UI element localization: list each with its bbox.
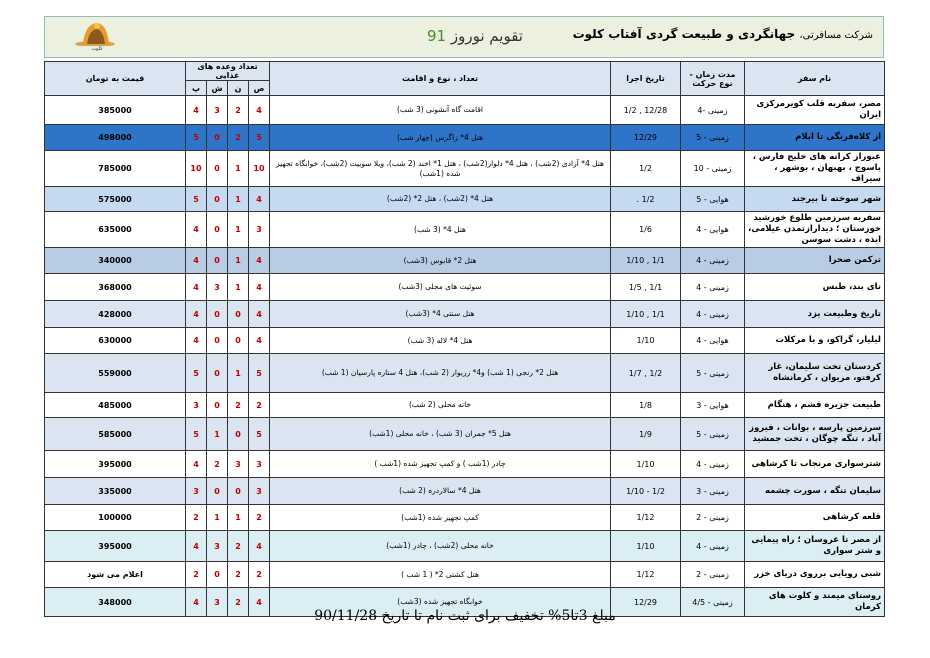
tour-accommodation: کمپ تجهیز شده (1شب) (270, 505, 611, 531)
meal-count: 5 (249, 418, 270, 451)
meal-count: 4 (249, 274, 270, 301)
meal-count: 0 (207, 328, 228, 354)
table-row (45, 393, 885, 418)
tour-date: 1/10 (611, 451, 681, 478)
tour-date: 1/1 , 1/10 (611, 248, 681, 274)
col-duration-header: مدت زمان - نوع حرکت (681, 62, 745, 96)
meal-count: 4 (186, 212, 207, 248)
logo-text: کلوت (91, 46, 103, 52)
tour-date: 12/29 (611, 588, 681, 617)
tour-date: 1/2 , 1/7 (611, 354, 681, 393)
tour-price: 498000 (45, 125, 186, 151)
calendar-label: تقویم نوروز (450, 27, 523, 45)
tour-duration: هوایی - 3 (681, 393, 745, 418)
tour-duration: هوایی - 4 (681, 212, 745, 248)
meal-count: 2 (249, 505, 270, 531)
tour-duration: زمینی - 4 (681, 451, 745, 478)
tour-duration: زمینی - 10 (681, 151, 745, 187)
meal-count: 1 (228, 212, 249, 248)
tour-name: سلیمان تنگه ، سورت چشمه (745, 478, 885, 505)
table-row (45, 274, 885, 301)
tour-price: 585000 (45, 418, 186, 451)
meal-count: 10 (249, 151, 270, 187)
meal-count: 2 (228, 96, 249, 125)
tour-name: قلعه کرشاهی (745, 505, 885, 531)
tour-name: سرزمین پارسه ، بوانات ، فیروز آباد ، تنگه چوگان ، تخت جمشید (745, 418, 885, 451)
meal-count: 5 (186, 418, 207, 451)
tour-date: 1/12 (611, 562, 681, 588)
tour-accommodation: اقامت گاه آنشونی (3 شب) (270, 96, 611, 125)
tour-duration: هوایی - 4 (681, 328, 745, 354)
meal-count: 5 (249, 125, 270, 151)
meal-count: 4 (186, 274, 207, 301)
tour-price: اعلام می شود (45, 562, 186, 588)
tour-price: 559000 (45, 354, 186, 393)
meal-count: 0 (207, 212, 228, 248)
tour-date: 1/2 . (611, 187, 681, 212)
tour-price: 335000 (45, 478, 186, 505)
tour-date: 1/9 (611, 418, 681, 451)
tour-accommodation: هتل 4* لاله (3 شب) (270, 328, 611, 354)
meal-count: 1 (228, 187, 249, 212)
meal-count: 4 (186, 531, 207, 562)
company-logo (73, 20, 121, 56)
tour-name: از مصر تا عروسان ؛ راه پیمایی و شتر سواری (745, 531, 885, 562)
tour-name: شبی رویایی برروی دریای خزر (745, 562, 885, 588)
tour-price: 785000 (45, 151, 186, 187)
tour-name: روستای میمند و کلوت های کرمان (745, 588, 885, 617)
meal-count: 2 (228, 588, 249, 617)
table-row (45, 418, 885, 451)
meal-lunch-header: ن (228, 81, 249, 96)
tour-duration: زمینی - 3 (681, 478, 745, 505)
meal-count: 1 (228, 248, 249, 274)
meal-count: 0 (207, 187, 228, 212)
meal-count: 2 (249, 562, 270, 588)
meal-count: 3 (186, 478, 207, 505)
meal-count: 4 (186, 248, 207, 274)
tour-accommodation: سوئیت های محلی (3شب) (270, 274, 611, 301)
tour-duration: زمینی -4 (681, 96, 745, 125)
meal-count: 4 (186, 301, 207, 328)
meal-count: 0 (228, 418, 249, 451)
tour-name: عبوراز کرانه های خلیج فارس ، یاسوج ، بهبهان ، بوشهر ، سیراف (745, 151, 885, 187)
table-row (45, 478, 885, 505)
tour-price: 485000 (45, 393, 186, 418)
meal-count: 1 (207, 505, 228, 531)
table-row (45, 531, 885, 562)
col-price-header: قیمت به تومان (45, 62, 186, 96)
tour-price: 635000 (45, 212, 186, 248)
tour-accommodation: هتل 4* زاگرس (چهار شب) (270, 125, 611, 151)
tour-duration: زمینی - 4 (681, 301, 745, 328)
tour-date: 1/2 (611, 151, 681, 187)
tour-price: 340000 (45, 248, 186, 274)
tour-duration: زمینی - 2 (681, 562, 745, 588)
tour-name: تاریخ وطبیعت یزد (745, 301, 885, 328)
meal-count: 2 (228, 125, 249, 151)
tour-name: طبیعت جزیره قشم ، هنگام (745, 393, 885, 418)
tour-date: 12/28 , 1/2 (611, 96, 681, 125)
tour-name: کردستان تخت سلیمان، غار کرفتو، مریوان ، کرمانشاه (745, 354, 885, 393)
tour-price: 428000 (45, 301, 186, 328)
tour-price: 395000 (45, 531, 186, 562)
tour-accommodation: خانه محلی (2 شب) (270, 393, 611, 418)
tour-duration: زمینی - 4 (681, 531, 745, 562)
meal-count: 2 (228, 562, 249, 588)
tour-accommodation: خوابگاه تجهیز شده (3شب) (270, 588, 611, 617)
meal-count: 0 (207, 125, 228, 151)
company-prefix: شرکت مسافرتی، (799, 30, 873, 41)
tour-table (44, 61, 885, 617)
tour-name: نای بند، طبس (745, 274, 885, 301)
meal-count: 0 (207, 248, 228, 274)
meal-count: 4 (249, 187, 270, 212)
tour-accommodation: هتل 4* (2شب) ، هتل 2* (2شب) (270, 187, 611, 212)
meal-count: 4 (249, 301, 270, 328)
meal-count: 0 (207, 354, 228, 393)
tour-name: از کلاه‌فرنگی تا ایلام (745, 125, 885, 151)
tour-duration: زمینی - 4/5 (681, 588, 745, 617)
meal-count: 3 (207, 588, 228, 617)
tour-duration: زمینی - 2 (681, 505, 745, 531)
tour-price: 575000 (45, 187, 186, 212)
meal-count: 5 (186, 125, 207, 151)
meal-count: 0 (228, 301, 249, 328)
meal-count: 3 (228, 451, 249, 478)
table-row (45, 505, 885, 531)
company-main: جهانگردی و طبیعت گردی آفتاب کلوت (572, 27, 796, 41)
meal-count: 1 (228, 505, 249, 531)
meal-count: 3 (249, 478, 270, 505)
meal-count: 1 (228, 354, 249, 393)
meal-count: 4 (186, 328, 207, 354)
tour-name: ترکمن صحرا (745, 248, 885, 274)
meal-count: 4 (249, 96, 270, 125)
tour-accommodation: چادر (1شب ) و کمپ تجهیز شده (1شب ) (270, 451, 611, 478)
col-accommodation-header: تعداد ، نوع و اقامت (270, 62, 611, 96)
tour-accommodation: هتل 5* جمران (3 شب) ، خانه محلی (1شب) (270, 418, 611, 451)
table-row (45, 96, 885, 125)
tour-date: 1/10 (611, 328, 681, 354)
tour-name: شترسواری مرنجاب تا کرشاهی (745, 451, 885, 478)
meal-count: 2 (228, 393, 249, 418)
table-row (45, 212, 885, 248)
tour-price: 348000 (45, 588, 186, 617)
meal-count: 5 (249, 354, 270, 393)
meal-count: 2 (207, 451, 228, 478)
tour-price: 630000 (45, 328, 186, 354)
page-header (44, 16, 884, 58)
meal-count: 4 (249, 328, 270, 354)
tour-date: 1/12 (611, 505, 681, 531)
meal-count: 4 (249, 248, 270, 274)
meal-count: 3 (207, 274, 228, 301)
tour-name: لیلیار، گراکو، و با مرکلات (745, 328, 885, 354)
table-row (45, 125, 885, 151)
col-name-header: نام سفر (745, 62, 885, 96)
tour-duration: زمینی - 5 (681, 418, 745, 451)
meal-count: 0 (228, 328, 249, 354)
tour-accommodation: هتل سنتی 4* (3شب) (270, 301, 611, 328)
table-row (45, 354, 885, 393)
meal-count: 10 (186, 151, 207, 187)
table-row (45, 248, 885, 274)
tour-price: 368000 (45, 274, 186, 301)
meal-count: 3 (249, 212, 270, 248)
meal-count: 5 (186, 187, 207, 212)
tour-accommodation: هتل 2* رنجی (1 شب) و4* زریوار (2 شب)، هتل 4 ستاره پارسیان (1 شب) (270, 354, 611, 393)
tour-duration: زمینی - 5 (681, 354, 745, 393)
tour-date: 1/8 (611, 393, 681, 418)
meal-count: 2 (228, 531, 249, 562)
meal-count: 2 (249, 393, 270, 418)
table-row (45, 562, 885, 588)
table-row (45, 187, 885, 212)
col-date-header: تاریخ اجرا (611, 62, 681, 96)
meal-count: 0 (207, 151, 228, 187)
calendar-title (427, 27, 523, 45)
meal-count: 1 (207, 418, 228, 451)
tour-date: 1/2 - 1/10 (611, 478, 681, 505)
tour-price: 385000 (45, 96, 186, 125)
meal-breakfast-header: ص (249, 81, 270, 96)
meal-count: 2 (186, 562, 207, 588)
tour-duration: زمینی - 4 (681, 274, 745, 301)
meal-count: 3 (207, 96, 228, 125)
table-row (45, 151, 885, 187)
table-row (45, 328, 885, 354)
tour-name: شهر سوخته تا بیرجند (745, 187, 885, 212)
col-meals-header: تعداد وعده های غذایی (186, 62, 270, 81)
meal-count: 0 (207, 393, 228, 418)
tour-accommodation: هتل 2* قابوس (3شب) (270, 248, 611, 274)
tour-accommodation: هتل 4* آزادی (2شب) ، هتل 4* دلوار(2شب) ، هتل 1* اخند (2 شب)، ویلا سوییت (2شب)، خوابگاه تجهیز شده (1شب) (270, 151, 611, 187)
meal-count: 0 (207, 562, 228, 588)
meal-count: 5 (186, 354, 207, 393)
meal-count: 0 (207, 478, 228, 505)
tour-date: 1/10 (611, 531, 681, 562)
tour-date: 12/29 (611, 125, 681, 151)
meal-count: 3 (207, 531, 228, 562)
tour-price: 395000 (45, 451, 186, 478)
meal-count: 3 (186, 393, 207, 418)
meal-dinner-header: ش (207, 81, 228, 96)
tour-accommodation: خانه محلی (2شب) ، چادر (1شب) (270, 531, 611, 562)
tour-duration: هوایی - 5 (681, 187, 745, 212)
meal-count: 0 (207, 301, 228, 328)
table-row (45, 451, 885, 478)
tour-duration: زمینی - 4 (681, 248, 745, 274)
calendar-year: 91 (427, 27, 447, 45)
tour-accommodation: هتل 4* (3 شب) (270, 212, 611, 248)
table-row (45, 301, 885, 328)
meal-count: 3 (249, 451, 270, 478)
tour-price: 100000 (45, 505, 186, 531)
discount-note: مبلغ 3تا5% تخفیف برای ثبت نام تا تاریخ 90/11/28 (314, 608, 616, 624)
tour-duration: زمینی - 5 (681, 125, 745, 151)
meal-count: 1 (228, 151, 249, 187)
tour-date: 1/1 , 1/5 (611, 274, 681, 301)
tour-accommodation: هتل کشتی 2* ( 1 شب ) (270, 562, 611, 588)
meal-count: 4 (186, 96, 207, 125)
meal-count: 0 (228, 478, 249, 505)
meal-count: 4 (186, 451, 207, 478)
tour-name: مصر، سفربه قلب کویرمرکزی ایران (745, 96, 885, 125)
tour-accommodation: هتل 4* سالاردره (2 شب) (270, 478, 611, 505)
meal-count: 4 (249, 531, 270, 562)
meal-other-header: پ (186, 81, 207, 96)
meal-count: 4 (249, 588, 270, 617)
meal-count: 4 (186, 588, 207, 617)
tour-date: 1/1 , 1/10 (611, 301, 681, 328)
tour-date: 1/6 (611, 212, 681, 248)
tour-name: سفربه سرزمین طلوع خورشید خوزستان ؛ دیدارازتمدن عیلامی، ایذه ، دشت سوسن (745, 212, 885, 248)
company-name (573, 27, 873, 41)
meal-count: 2 (186, 505, 207, 531)
meal-count: 1 (228, 274, 249, 301)
